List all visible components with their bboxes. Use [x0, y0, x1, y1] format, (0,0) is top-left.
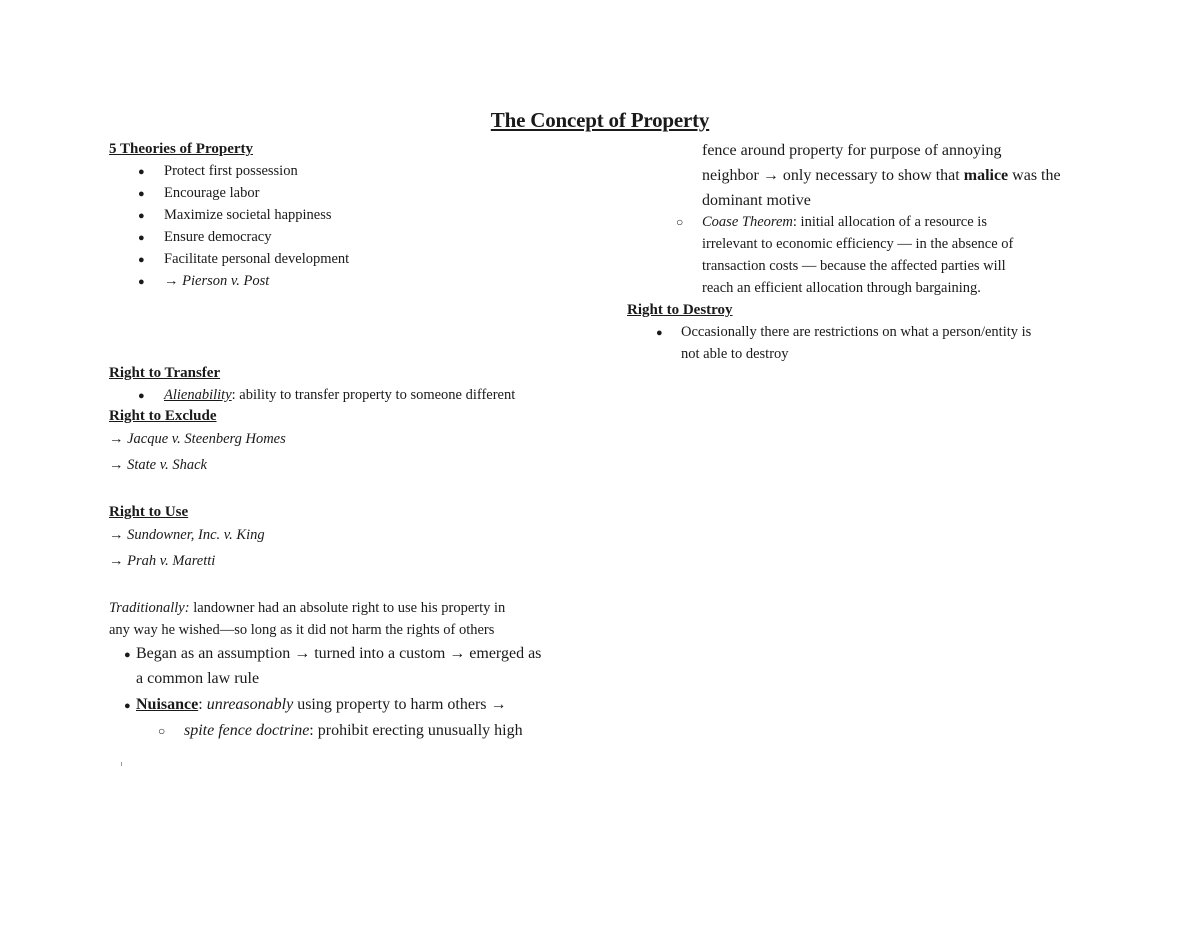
stray-mark	[121, 762, 122, 766]
bullet-icon: ●	[138, 188, 145, 200]
list-item	[136, 696, 507, 714]
sub-list-continuation: irrelevant to economic efficiency — in the absence of	[702, 236, 1014, 252]
section-heading-transfer: Right to Transfer	[109, 365, 221, 381]
continuation-text: was the	[1008, 167, 1061, 184]
sub-list-continuation: transaction costs — because the affected parties will	[702, 258, 1006, 274]
paragraph-line: any way he wished—so long as it did not harm the rights of others	[109, 622, 495, 638]
case-item: → State v. Shack	[109, 457, 207, 473]
circle-bullet-icon: ○	[676, 215, 684, 229]
section-heading-exclude: Right to Exclude	[109, 408, 217, 424]
definition-text: : ability to transfer property to someone different	[231, 387, 516, 403]
sub-list-item	[184, 722, 523, 740]
list-item: Began as an assumption → turned into a custom → emerged as	[136, 645, 542, 662]
paragraph-line	[109, 600, 505, 617]
term-nuisance: Nuisance	[136, 696, 199, 713]
list-item: Encourage labor	[164, 185, 260, 201]
case-item: → Sundowner, Inc. v. King	[109, 527, 265, 543]
case-item: → Prah v. Maretti	[109, 553, 216, 569]
sub-list-text: : prohibit erecting unusually high	[309, 722, 523, 739]
bullet-icon: ●	[138, 210, 145, 222]
bullet-icon: ●	[124, 649, 131, 661]
list-item: Maximize societal happiness	[164, 207, 332, 223]
continuation-line: dominant motive	[702, 192, 811, 209]
bullet-icon: ●	[138, 276, 145, 288]
sub-list-continuation: reach an efficient allocation through bargaining.	[702, 280, 981, 296]
list-item-continuation: a common law rule	[136, 670, 260, 687]
list-item-continuation: not able to destroy	[681, 346, 789, 362]
bullet-icon: ●	[124, 700, 131, 712]
circle-bullet-icon: ○	[158, 724, 166, 738]
section-heading-destroy: Right to Destroy	[627, 302, 733, 318]
sub-list-text: : initial allocation of a resource is	[792, 214, 987, 230]
bullet-icon: ●	[656, 327, 663, 339]
colon-text: :	[198, 696, 207, 713]
list-item: Facilitate personal development	[164, 251, 350, 267]
list-item	[164, 387, 515, 404]
term-alienability: Alienability	[164, 387, 232, 403]
continuation-text: neighbor → only necessary to show that	[702, 167, 964, 184]
list-item-text: using property to harm others →	[293, 696, 507, 713]
list-item: Ensure democracy	[164, 229, 272, 245]
continuation-line	[702, 167, 1061, 185]
emphasis-text: unreasonably	[206, 696, 294, 713]
case-item	[164, 273, 269, 290]
list-item: Protect first possession	[164, 163, 298, 179]
page-title: The Concept of Property	[490, 108, 710, 132]
bullet-icon: ●	[138, 166, 145, 178]
section-heading-use: Right to Use	[109, 504, 189, 520]
term-spite-fence: spite fence doctrine	[184, 722, 310, 739]
continuation-line: fence around property for purpose of annoying	[702, 142, 1002, 159]
term-coase-theorem: Coase Theorem	[702, 214, 793, 230]
case-item: → Jacque v. Steenberg Homes	[109, 431, 286, 447]
sub-list-item	[702, 214, 987, 231]
bullet-icon: ●	[138, 390, 145, 402]
bullet-icon: ●	[138, 254, 145, 266]
section-heading-theories: 5 Theories of Property	[109, 141, 254, 157]
traditionally-label: Traditionally:	[109, 600, 190, 616]
case-name: Pierson v. Post	[182, 273, 270, 289]
paragraph-text: landowner had an absolute right to use his property in	[189, 600, 506, 616]
bullet-icon: ●	[138, 232, 145, 244]
arrow-glyph: →	[164, 273, 183, 289]
list-item: Occasionally there are restrictions on what a person/entity is	[681, 324, 1032, 340]
emphasis-malice: malice	[963, 167, 1009, 184]
